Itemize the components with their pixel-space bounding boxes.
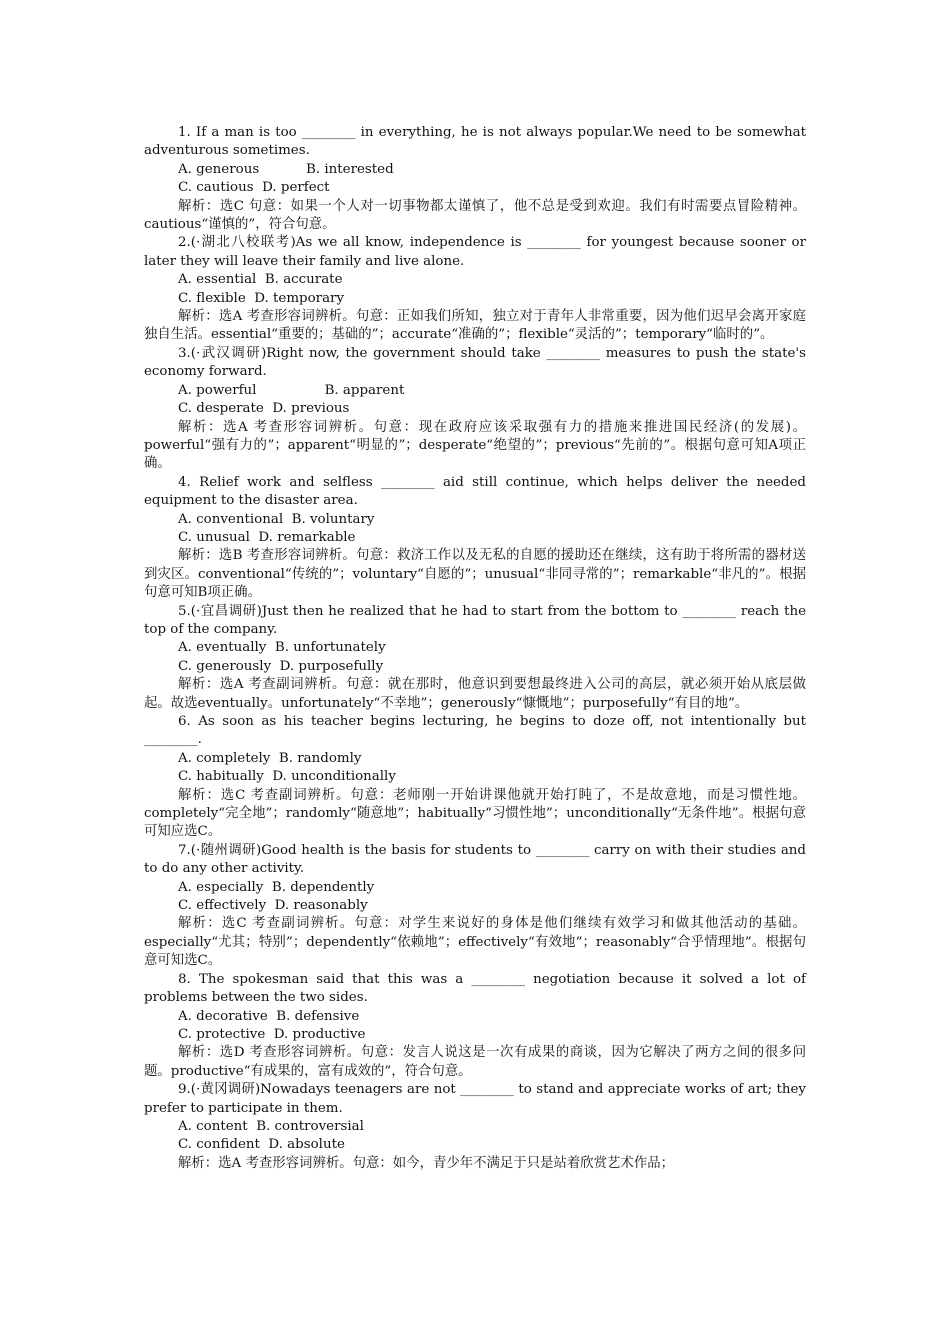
question-3 <box>144 345 806 474</box>
answer-analysis: 解析：选A 考查形容词辨析。句意：正如我们所知，独立对于青年人非常重要，因为他们迟早会离开家庭独自生活。essential“重要的；基础的”；accurate“准确的”；flexible“灵活的”；temporary“临时的”。 <box>144 309 806 343</box>
option-line: A. completely B. randomly <box>178 750 362 766</box>
option-line: A. generous B. interested <box>178 161 394 177</box>
option-line: C. protective D. productive <box>178 1026 366 1042</box>
option-line: A. eventually B. unfortunately <box>178 640 386 656</box>
option-line: A. decorative B. defensive <box>178 1008 360 1024</box>
question-stem: 1. If a man is too ________ in everything, he is not always popular.We need to be somewhat adventurous sometimes. <box>144 125 806 159</box>
question-7 <box>144 842 806 971</box>
question-5 <box>144 603 806 713</box>
answer-analysis: 解析：选A 考查形容词辨析。句意：如今，青少年不满足于只是站着欣赏艺术作品； <box>178 1155 674 1171</box>
question-1 <box>144 124 806 234</box>
option-line: C. effectively D. reasonably <box>178 898 368 914</box>
option-line: C. desperate D. previous <box>178 401 350 417</box>
option-line: C. confident D. absolute <box>178 1137 345 1153</box>
answer-analysis: 解析：选C 句意：如果一个人对一切事物都太谨慎了，他不总是受到欢迎。我们有时需要点冒险精神。cautious“谨慎的”，符合句意。 <box>144 198 806 233</box>
question-stem: 8. The spokesman said that this was a ________ negotiation because it solved a lot of problems between the two sides. <box>144 971 806 1006</box>
document-page <box>144 124 806 1173</box>
question-stem: 6. As soon as his teacher begins lecturing, he begins to doze off, not intentionally but ________. <box>144 714 806 748</box>
question-stem: 9.(·黄冈调研)Nowadays teenagers are not ________ to stand and appreciate works of art; they prefer to participate in them. <box>144 1082 806 1116</box>
answer-analysis: 解析：选B 考查形容词辨析。句意：救济工作以及无私的自愿的援助还在继续，这有助于将所需的器材送到灾区。conventional“传统的”；voluntary“自愿的”；unusual“非同寻常的”；remarkable“非凡的”。根据句意可知B项正确。 <box>144 548 806 601</box>
option-line: C. cautious D. perfect <box>178 180 330 196</box>
option-line: C. generously D. purposefully <box>178 658 384 674</box>
option-line: C. flexible D. temporary <box>178 290 345 306</box>
question-2 <box>144 234 806 344</box>
option-line: A. content B. controversial <box>178 1118 364 1134</box>
question-4 <box>144 474 806 603</box>
question-9 <box>144 1081 806 1173</box>
answer-analysis: 解析：选C 考查副词辨析。句意：老师刚一开始讲课他就开始打盹了，不是故意地，而是习惯性地。completely“完全地”；randomly“随意地”；habitually“习惯性地”；unconditionally“无条件地”。根据句意可知应选C。 <box>144 787 806 840</box>
answer-analysis: 解析：选D 考查形容词辨析。句意：发言人说这是一次有成果的商谈，因为它解决了两方之间的很多问题。productive“有成果的，富有成效的”，符合句意。 <box>144 1045 806 1079</box>
answer-analysis: 解析：选A 考查形容词辨析。句意：现在政府应该采取强有力的措施来推进国民经济(的发展)。powerful“强有力的”；apparent“明显的”；desperate“绝望的”；previous“先前的”。根据句意可知A项正确。 <box>144 419 806 472</box>
option-line: A. powerful B. apparent <box>178 382 405 398</box>
option-line: A. essential B. accurate <box>178 272 343 288</box>
answer-analysis: 解析：选C 考查副词辨析。句意：对学生来说好的身体是他们继续有效学习和做其他活动的基础。especially“尤其；特别”；dependently“依赖地”；effectively“有效地”；reasonably“合乎情理地”。根据句意可知选C。 <box>144 916 806 969</box>
option-line: A. especially B. dependently <box>178 879 375 895</box>
question-stem: 4. Relief work and selfless ________ aid still continue, which helps deliver the needed equipment to the disaster area. <box>144 474 806 509</box>
answer-analysis: 解析：选A 考查副词辨析。句意：就在那时，他意识到要想最终进入公司的高层，就必须开始从底层做起。故选eventually。unfortunately“不幸地”；generously“慷慨地”；purposefully“有目的地”。 <box>144 677 806 711</box>
question-stem: 5.(·宜昌调研)Just then he realized that he had to start from the bottom to ________ reach the top of the company. <box>144 603 806 637</box>
question-stem: 2.(·湖北八校联考)As we all know, independence is ________ for youngest because sooner or later they will leave their family and live alone. <box>144 235 806 269</box>
option-line: C. unusual D. remarkable <box>178 529 356 545</box>
question-stem: 7.(·随州调研)Good health is the basis for students to ________ carry on with their studies and to do any other activity. <box>144 842 806 877</box>
question-stem: 3.(·武汉调研)Right now, the government should take ________ measures to push the state's economy forward. <box>144 345 806 380</box>
question-6 <box>144 713 806 842</box>
option-line: C. habitually D. unconditionally <box>178 769 396 785</box>
question-8 <box>144 971 806 1081</box>
option-line: A. conventional B. voluntary <box>178 511 375 527</box>
